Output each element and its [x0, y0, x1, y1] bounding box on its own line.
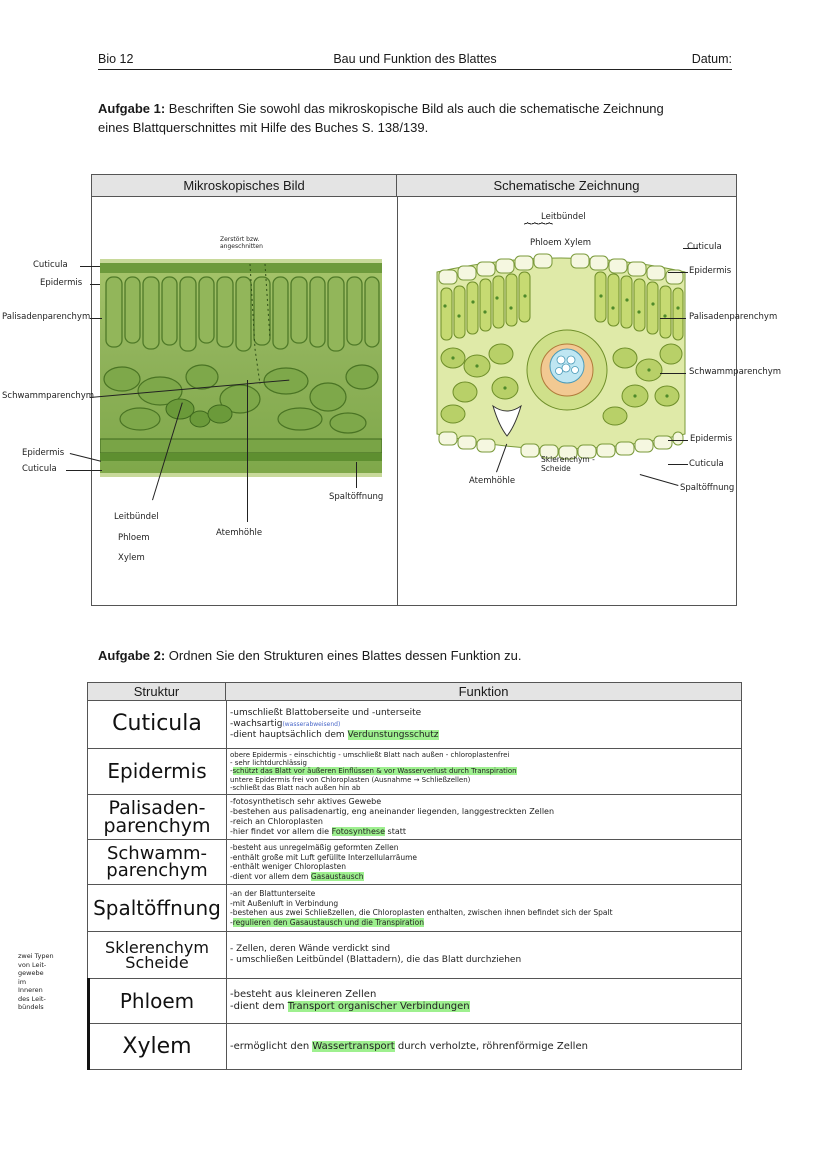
pointer-line: [90, 318, 102, 319]
function-line-text: -dient vor allem dem: [230, 871, 311, 881]
col-schematic-header: Schematische Zeichnung: [397, 175, 736, 197]
table-row: [88, 885, 741, 932]
function-line-text: -hier findet vor allem die: [230, 827, 332, 836]
label-epidermis-top: Epidermis: [40, 278, 83, 288]
schema-label-palisaden: Palisadenparenchym: [689, 312, 778, 322]
pointer-line: [660, 373, 686, 374]
structure-name-line: Sklerenchym: [105, 937, 209, 957]
date-label: Datum:: [691, 52, 732, 66]
structure-name-line: Scheide: [125, 953, 189, 972]
table-row: [88, 979, 741, 1024]
function-line: [230, 759, 737, 767]
label-cuticula-bottom: Cuticula: [22, 464, 57, 474]
table-divider: [397, 197, 398, 605]
function-line: [230, 719, 737, 730]
course-label: Bio 12: [98, 52, 134, 66]
function-text: [230, 1026, 737, 1068]
function-line-highlight: Transport organischer Verbindungen: [287, 1001, 470, 1012]
table-row: [88, 701, 741, 749]
structure-name-line: Schwamm-: [106, 842, 208, 864]
col-struktur-header: Struktur: [88, 683, 226, 701]
label-schwamm: Schwammparenchym: [2, 391, 95, 401]
top-note-line1: Zerstört bzw.: [220, 236, 260, 243]
structure-name-line: Xylem: [122, 1033, 192, 1059]
brace: ⏞⏞⏞⏞: [524, 222, 553, 236]
function-line-text: -dient hauptsächlich dem: [230, 730, 348, 740]
structure-name: [88, 749, 226, 794]
pointer-line: [356, 462, 357, 488]
schema-label-schwamm: Schwammparenchym: [689, 367, 782, 377]
pointer-line: [90, 284, 100, 285]
schematic-leaf-drawing: [435, 246, 687, 474]
function-line-text: -: [230, 767, 233, 776]
function-line-text: -bestehen aus zwei Schließzellen, die Chloroplasten enthalten, zwischen ihnen befindet sich der Spalt: [230, 908, 613, 917]
function-line: [230, 817, 737, 827]
function-line-text: statt: [385, 827, 407, 836]
function-line: [230, 918, 737, 928]
structure-name-line: Cuticula: [112, 711, 202, 737]
function-text: [230, 887, 737, 929]
function-line-text: -enthält weniger Chloroplasten: [230, 862, 347, 871]
pointer-line: [668, 272, 688, 273]
function-line: [230, 784, 737, 792]
function-line: [230, 708, 737, 719]
function-line-text: - umschließen Leitbündel (Blattadern), die das Blatt durchziehen: [230, 955, 522, 965]
function-line: [230, 955, 737, 966]
side-note-line: zwei Typen: [18, 952, 54, 960]
table-row: [88, 749, 741, 795]
function-line-text: - sehr lichtdurchlässig: [230, 759, 307, 768]
function-line-text: -mit Außenluft in Verbindung: [230, 898, 339, 908]
side-note-line: gewebe: [18, 969, 44, 977]
schema-label-leitbuendel: Leitbündel: [541, 212, 586, 222]
schema-label-epidermis-bottom: Epidermis: [690, 434, 733, 444]
label-top-note: [220, 236, 263, 250]
function-line-text: -umschließt Blattoberseite und -unterseite: [230, 708, 422, 718]
side-note-line: von Leit-: [18, 960, 47, 969]
task1-label: Aufgabe 1:: [98, 101, 166, 116]
side-note-line: des Leit-: [18, 994, 46, 1003]
function-line-highlight: Wassertransport: [312, 1041, 395, 1052]
worksheet-title: Bau und Funktion des Blattes: [333, 52, 497, 66]
table-row: [88, 932, 741, 979]
function-line-text: -besteht aus kleineren Zellen: [230, 989, 377, 1000]
function-line-note: (wasserabweisend): [282, 721, 341, 728]
function-line: [230, 872, 737, 882]
function-line: [230, 843, 737, 853]
function-line-text: obere Epidermis - einschichtig - umschließt Blatt nach außen - chloroplastenfrei: [230, 751, 510, 759]
structure-name: [88, 885, 226, 931]
function-line: [230, 767, 737, 775]
label-atemhoehle: Atemhöhle: [216, 528, 263, 538]
function-line-text: -schließt das Blatt nach außen hin ab: [230, 783, 361, 792]
function-line-text: durch verholzte, röhrenförmige Zellen: [394, 1041, 588, 1052]
function-line-text: -wachsartig: [230, 719, 283, 729]
task1-text-line2: eines Blattquerschnittes mit Hilfe des Buches S. 138/139.: [98, 120, 429, 135]
structure-name: [88, 840, 226, 884]
function-line: [230, 853, 737, 863]
structure-name-line: Epidermis: [107, 759, 207, 783]
side-note-line: im: [18, 977, 27, 986]
task2-text: Ordnen Sie den Strukturen eines Blattes dessen Funktion zu.: [168, 648, 522, 663]
function-line: [230, 1041, 737, 1053]
pointer-line: [80, 266, 100, 267]
schema-label-spaltoeffnung: Spaltöffnung: [680, 483, 735, 493]
micrograph-image: [100, 259, 382, 477]
function-line: [230, 807, 737, 817]
function-line-text: -an der Blattunterseite: [230, 889, 316, 898]
function-text: [230, 797, 737, 837]
task1-text-line1: Beschriften Sie sowohl das mikroskopische Bild als auch die schematische Zeichnung: [168, 101, 664, 116]
label-phloem: Phloem: [118, 533, 150, 543]
function-line: [230, 730, 737, 741]
label-xylem: Xylem: [118, 553, 145, 563]
pointer-line: [668, 440, 688, 441]
function-line: [230, 908, 737, 918]
function-line-highlight: Fotosynthese: [331, 827, 385, 836]
structure-name: [88, 701, 226, 748]
function-line-highlight: Gasaustausch: [310, 871, 364, 881]
schema-label-phloem-xylem: Phloem Xylem: [530, 238, 592, 248]
function-line-text: -dient dem: [230, 1001, 288, 1012]
structure-name-line: Spaltöffnung: [93, 895, 221, 920]
function-line-text: -bestehen aus palisadenartig, eng aneinander liegenden, langgestreckten Zellen: [230, 807, 555, 816]
schema-label-cuticula: Cuticula: [687, 242, 722, 252]
function-line: [230, 797, 737, 807]
pointer-line: [660, 318, 686, 319]
function-text: [230, 981, 737, 1021]
col-microscope-header: Mikroskopisches Bild: [92, 175, 397, 197]
structure-name: [88, 979, 226, 1023]
function-text: [230, 703, 737, 746]
function-line-text: -reich an Chloroplasten: [230, 817, 323, 826]
structure-name-line: Phloem: [119, 988, 195, 1013]
function-line-text: untere Epidermis frei von Chloroplasten (Ausnahme → Schließzellen): [230, 775, 471, 784]
task1-instructions: [98, 99, 738, 137]
label-leitbuendel: Leitbündel: [114, 512, 159, 522]
schema-label-cuticula-bottom: Cuticula: [689, 459, 724, 469]
table-row: [88, 795, 741, 840]
structure-name-line: Palisaden-: [108, 796, 206, 819]
label-epidermis-bottom: Epidermis: [22, 448, 65, 458]
function-line: [230, 899, 737, 909]
function-line: [230, 889, 737, 899]
function-line: [230, 1001, 737, 1013]
side-note: [18, 952, 54, 1012]
task2-instructions: [98, 646, 738, 665]
task2-label: Aufgabe 2:: [98, 648, 166, 663]
function-line-text: -ermöglicht den: [230, 1041, 313, 1052]
page-header: [98, 52, 732, 70]
pointer-line: [668, 464, 688, 465]
table-row: [88, 1024, 741, 1070]
schema-label-epidermis: Epidermis: [689, 266, 732, 276]
function-line-text: -enthält große mit Luft gefüllte Interzellularräume: [230, 852, 418, 862]
schema-label-atemhoehle: Atemhöhle: [469, 476, 516, 486]
function-line: [230, 751, 737, 759]
function-line-text: -besteht aus unregelmäßig geformten Zellen: [230, 843, 399, 852]
function-table: [87, 682, 742, 1070]
sklerenchym-line1: Sklerenchym -: [541, 455, 595, 464]
function-line-text: -: [230, 917, 233, 927]
function-line: [230, 989, 737, 1001]
table-row: [88, 840, 741, 885]
structure-name: [88, 795, 226, 839]
function-line-highlight: schützt das Blatt vor äußeren Einflüssen & vor Wasserverlust durch Transpiration: [232, 767, 517, 776]
side-note-line: bündels: [18, 1003, 44, 1011]
sklerenchym-line2: Scheide: [541, 464, 571, 473]
function-line-text: - Zellen, deren Wände verdickt sind: [230, 944, 391, 954]
label-cuticula-top: Cuticula: [33, 260, 68, 270]
function-text: [230, 751, 737, 792]
col-funktion-header: Funktion: [226, 683, 741, 701]
pointer-line: [247, 380, 248, 522]
function-line-highlight: regulieren den Gasaustausch und die Transpiration: [232, 917, 424, 927]
side-note-line: Inneren: [18, 986, 43, 994]
function-line: [230, 827, 737, 837]
bracket-line: [87, 978, 90, 1070]
top-note-line2: angeschnitten: [220, 243, 263, 250]
structure-name: [88, 932, 226, 978]
label-palisaden: Palisadenparenchym: [2, 312, 91, 322]
schema-label-sklerenchym: [541, 455, 595, 473]
pointer-line: [66, 470, 102, 471]
structure-name-line: parenchym: [106, 860, 208, 881]
function-line-highlight: Verdunstungsschutz: [347, 730, 439, 740]
function-line: [230, 862, 737, 872]
function-line: [230, 944, 737, 955]
function-line: [230, 776, 737, 784]
function-text: [230, 842, 737, 882]
structure-name: [88, 1024, 226, 1070]
function-text: [230, 934, 737, 976]
function-line-text: -fotosynthetisch sehr aktives Gewebe: [230, 797, 382, 806]
label-spaltoeffnung: Spaltöffnung: [329, 492, 384, 502]
structure-name-line: parenchym: [103, 815, 211, 837]
